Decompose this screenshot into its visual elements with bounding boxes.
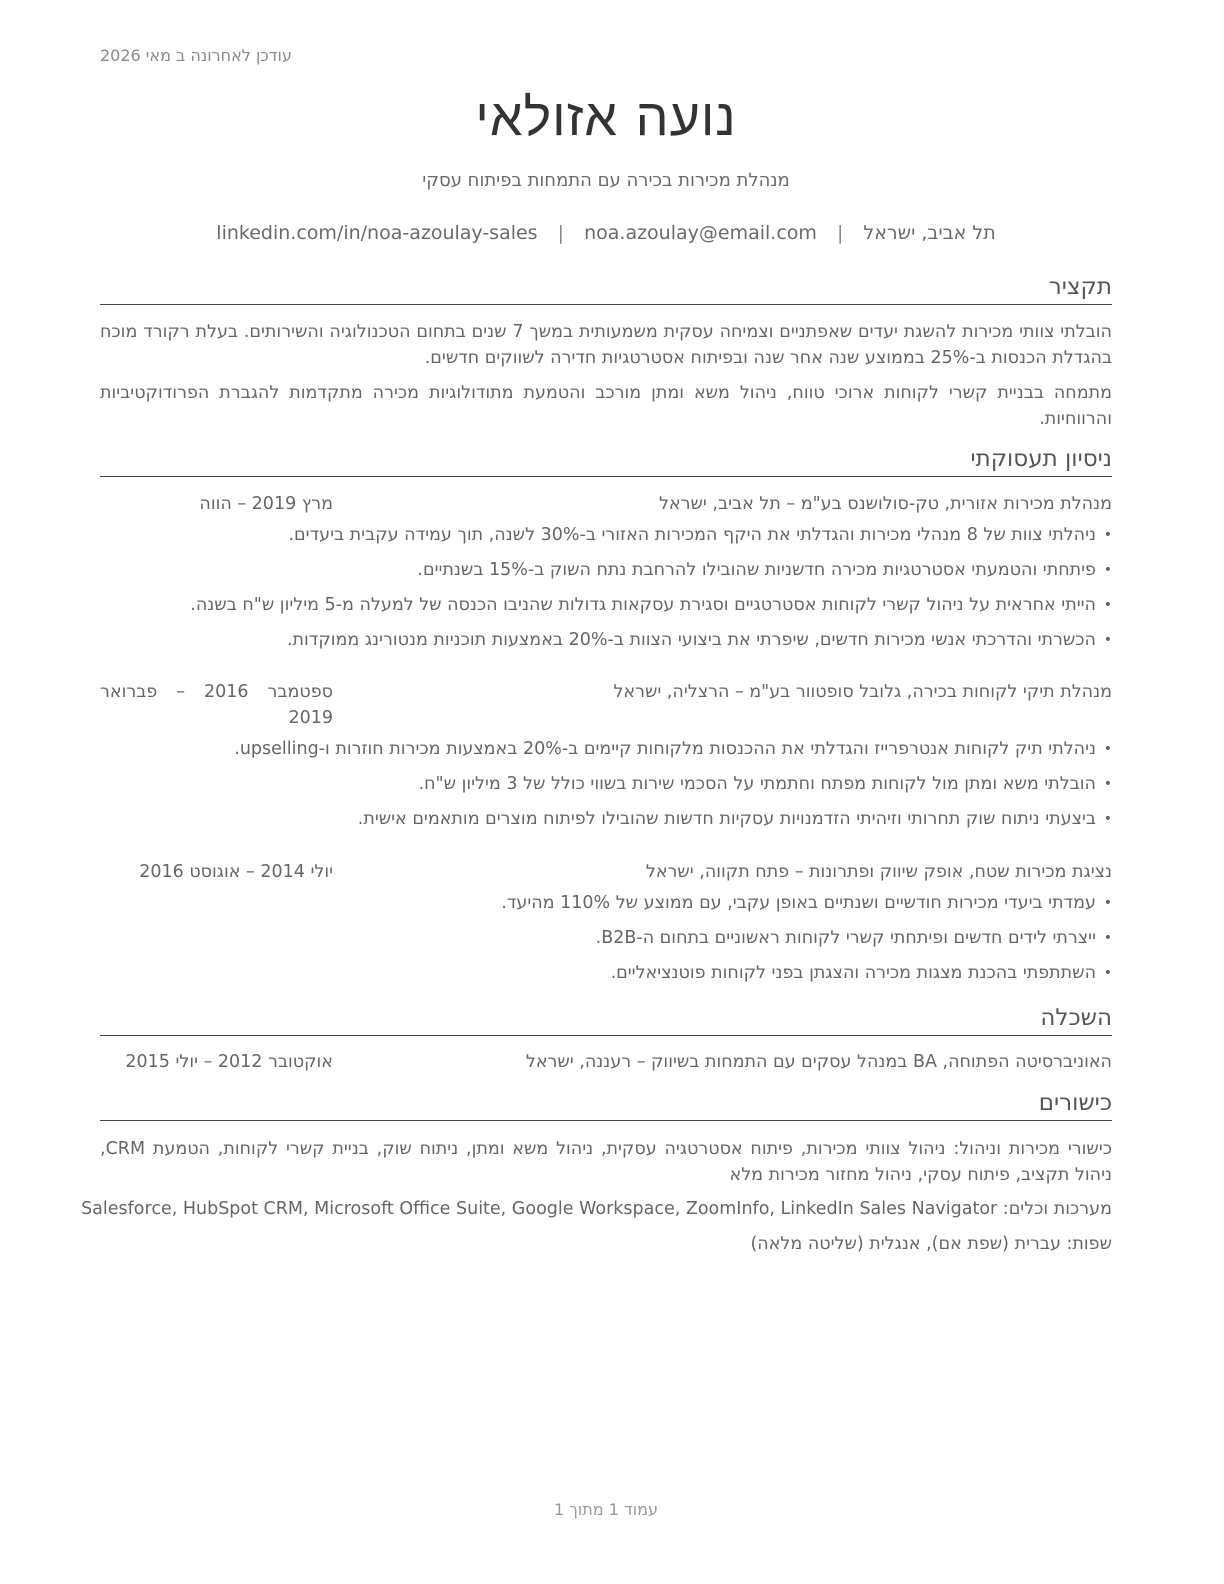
summary-paragraph: מתמחה בבניית קשרי לקוחות ארוכי טווח, ניהול משא ומתן מורכב והטמעת מתודולוגיות מכירה מתקדמות להגברת הפרודוקטיביות והרווחיות. bbox=[100, 383, 1112, 429]
list-item: • עמדתי ביעדי מכירות חודשיים ושנתיים באופן עקבי, עם ממוצע של 110% מהיעד. bbox=[100, 890, 1112, 916]
education-entry bbox=[100, 1049, 1112, 1075]
last-updated: עודכן לאחרונה ב מאי 2026 bbox=[100, 46, 292, 65]
candidate-title: מנהלת מכירות בכירה עם התמחות בפיתוח עסקי bbox=[422, 170, 790, 191]
list-item: • ניהלתי תיק לקוחות אנטרפרייז והגדלתי את ההכנסות מלקוחות קיימים ב-20% באמצעות מכירות חוזרות ו-upselling. bbox=[100, 736, 1112, 762]
list-item: • ייצרתי לידים חדשים ופיתחתי קשרי לקוחות ראשוניים בתחום ה-B2B. bbox=[100, 925, 1112, 951]
location: תל אביב, ישראל bbox=[863, 222, 996, 244]
list-item: • הובלתי משא ומתן מול לקוחות מפתח וחתמתי על הסכמי שירות בשווי כולל של 3 מיליון ש"ח. bbox=[100, 771, 1112, 797]
list-item: • הייתי אחראית על ניהול קשרי לקוחות אסטרטגיים וסגירת עסקאות גדולות שהניבו הכנסה של למעלה מ-5 מיליון ש"ח בשנה. bbox=[100, 592, 1112, 618]
separator: | bbox=[557, 222, 565, 244]
page-number: עמוד 1 מתוך 1 bbox=[554, 1500, 658, 1519]
section-title-summary: תקציר bbox=[100, 274, 1112, 305]
email-link[interactable]: noa.azoulay@email.com bbox=[584, 222, 817, 244]
job-dates: מרץ 2019 – הווה bbox=[199, 494, 333, 514]
job-header bbox=[100, 491, 1112, 517]
job-header bbox=[100, 859, 1112, 885]
separator: | bbox=[836, 222, 844, 244]
skills-line: שפות: עברית (שפת אם), אנגלית (שליטה מלאה) bbox=[750, 1234, 1112, 1254]
education-dates: אוקטובר 2012 – יולי 2015 bbox=[125, 1052, 333, 1072]
resume-page bbox=[81, 0, 1112, 1584]
list-item: • ניהלתי צוות של 8 מנהלי מכירות והגדלתי את היקף המכירות האזורי ב-30% לשנה, תוך עמידה עקבית ביעדים. bbox=[100, 522, 1112, 548]
job-role: מנהלת מכירות אזורית, טק-סולושנס בע"מ – תל אביב, ישראל bbox=[659, 494, 1112, 514]
job-role: נציגת מכירות שטח, אופק שיווק ופתרונות – פתח תקווה, ישראל bbox=[645, 862, 1112, 882]
list-item: • השתתפתי בהכנת מצגות מכירה והצגתן בפני לקוחות פוטנציאליים. bbox=[100, 960, 1112, 986]
job-role: מנהלת תיקי לקוחות בכירה, גלובל סופטוור בע"מ – הרצליה, ישראל bbox=[613, 682, 1112, 702]
candidate-name: נועה אזולאי bbox=[475, 88, 737, 148]
skills-line: מערכות וכלים: Salesforce, HubSpot CRM, Microsoft Office Suite, Google Workspace, ZoomInfo, LinkedIn Sales Navigator bbox=[81, 1199, 1112, 1219]
section-title-skills: כישורים bbox=[100, 1090, 1112, 1121]
list-item: • פיתחתי והטמעתי אסטרטגיות מכירה חדשניות שהובילו להרחבת נתח השוק ב-15% בשנתיים. bbox=[100, 557, 1112, 583]
summary-paragraph: הובלתי צוותי מכירות להשגת יעדים שאפתניים וצמיחה עסקית משמעותית במשך 7 שנים בתחום הטכנולוגיה והשירותים. בעלת רקורד מוכח בהגדלת הכנסות ב-25% בממוצע שנה אחר שנה ובפיתוח אסטרטגיות חדירה לשווקים חדשים. bbox=[100, 322, 1112, 368]
section-title-education: השכלה bbox=[100, 1005, 1112, 1036]
section-title-experience: ניסיון תעסוקתי bbox=[100, 446, 1112, 477]
job-bullets bbox=[100, 736, 1112, 841]
job-bullets bbox=[100, 890, 1112, 995]
job-dates: ספטמבר 2016 – פברואר 2019 bbox=[100, 682, 333, 728]
education-institution: האוניברסיטה הפתוחה, BA במנהל עסקים עם התמחות בשיווק – רעננה, ישראל bbox=[525, 1052, 1112, 1072]
linkedin-link[interactable]: linkedin.com/in/noa-azoulay-sales bbox=[216, 222, 538, 244]
contact-line bbox=[100, 222, 1112, 244]
list-item: • ביצעתי ניתוח שוק תחרותי וזיהיתי הזדמנויות עסקיות חדשות שהובילו לפיתוח מוצרים מותאמים אישית. bbox=[100, 806, 1112, 832]
job-dates: יולי 2014 – אוגוסט 2016 bbox=[139, 862, 333, 882]
list-item: • הכשרתי והדרכתי אנשי מכירות חדשים, שיפרתי את ביצועי הצוות ב-20% באמצעות תוכניות מנטורינג ממוקדות. bbox=[100, 627, 1112, 653]
skills-line: כישורי מכירות וניהול: ניהול צוותי מכירות, פיתוח אסטרטגיה עסקית, ניהול משא ומתן, ניתוח שוק, בניית קשרי לקוחות, הטמעת CRM, ניהול תקציב, פיתוח עסקי, ניהול מחזור מכירות מלא bbox=[100, 1139, 1112, 1185]
job-bullets bbox=[100, 522, 1112, 662]
